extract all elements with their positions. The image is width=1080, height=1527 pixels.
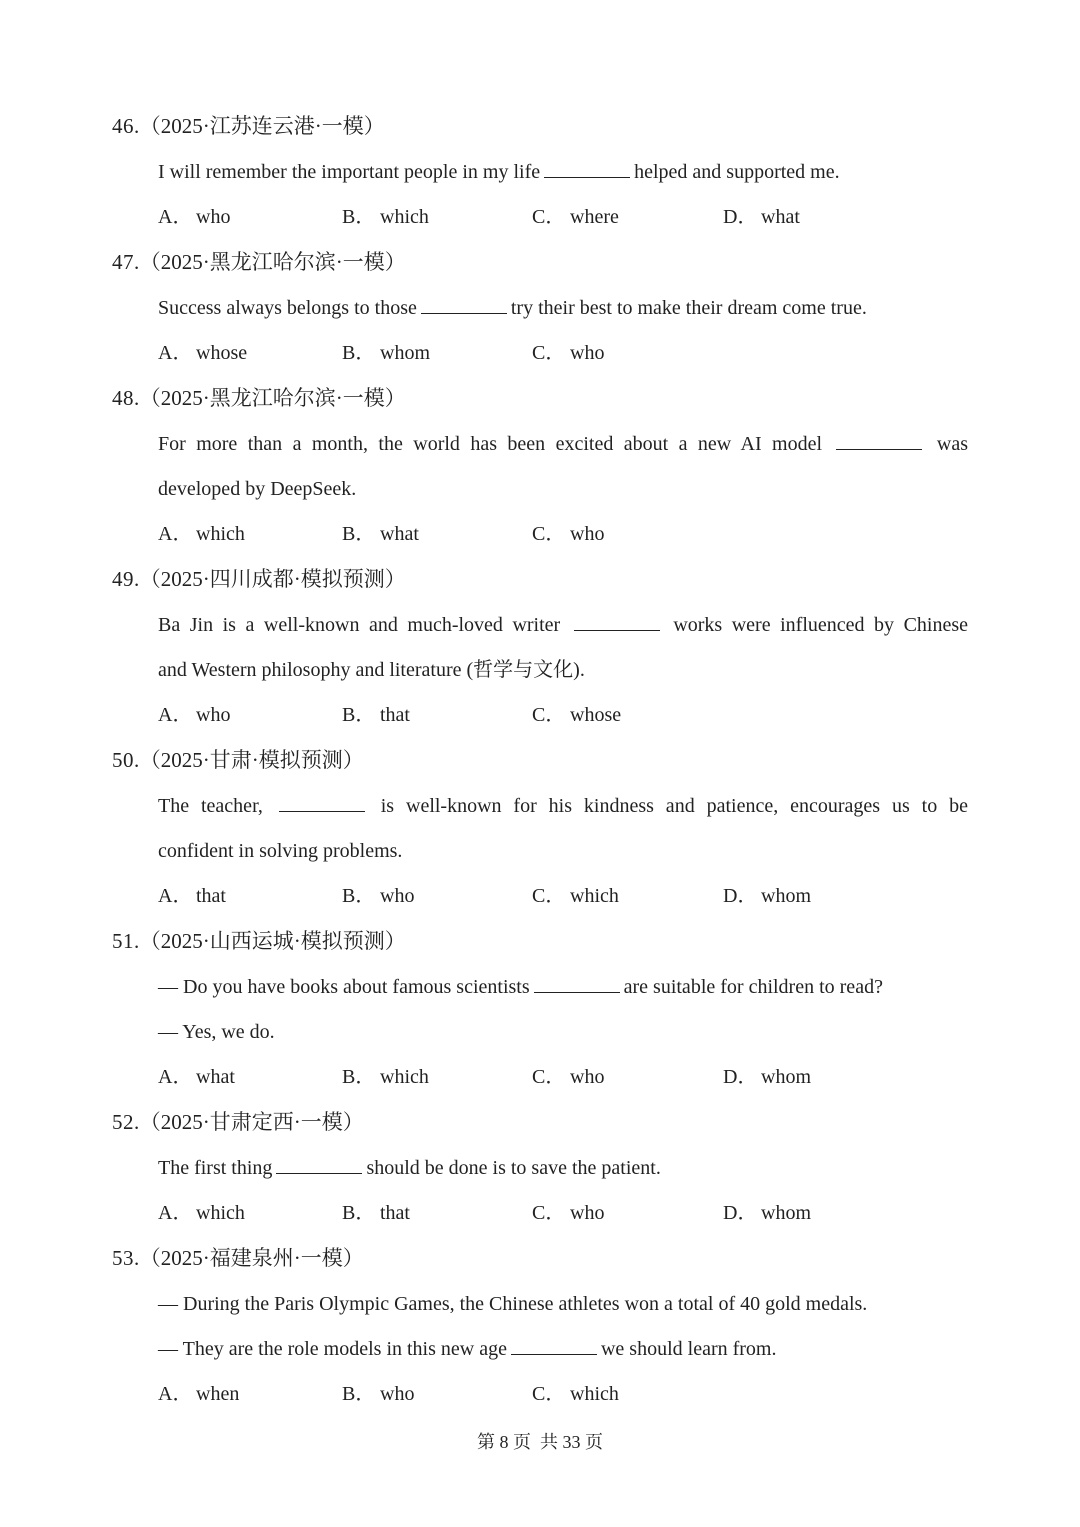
question-51-option-a: A． what bbox=[158, 1066, 235, 1088]
question-number: 47. bbox=[112, 250, 140, 274]
question-48-option-a: A． which bbox=[158, 523, 245, 545]
answer-blank bbox=[544, 159, 630, 178]
question-47-stem-line-1 bbox=[158, 295, 968, 321]
total-pages-label: 共 33 页 bbox=[540, 1432, 603, 1452]
question-number: 53. bbox=[112, 1246, 140, 1270]
stem-text-after: are suitable for children to read? bbox=[623, 976, 883, 998]
question-53-option-c: C． which bbox=[532, 1383, 619, 1405]
question-source: （2025·四川成都·模拟预测） bbox=[139, 567, 406, 591]
stem-text-after: works were influenced by Chinese bbox=[673, 614, 969, 636]
question-46-stem-line-1 bbox=[158, 159, 968, 185]
question-51-option-b: B． which bbox=[342, 1066, 429, 1088]
answer-blank bbox=[279, 793, 365, 812]
question-52-option-b: B． that bbox=[342, 1202, 410, 1224]
question-49-stem-line-2: and Western philosophy and literature (哲学与文化). bbox=[158, 659, 585, 681]
question-52-option-c: C． who bbox=[532, 1202, 605, 1224]
question-52-option-a: A． which bbox=[158, 1202, 245, 1224]
question-source: （2025·甘肃·模拟预测） bbox=[139, 748, 364, 772]
question-49-stem-line-1 bbox=[158, 612, 968, 638]
question-47-header bbox=[112, 249, 406, 275]
question-52-stem-line-1 bbox=[158, 1155, 968, 1181]
question-48-header bbox=[112, 385, 406, 411]
stem-text-before: I will remember the important people in my life bbox=[158, 161, 541, 183]
question-53-stem-line-2 bbox=[158, 1336, 968, 1362]
stem-text-after: is well-known for his kindness and patience, encourages us to be bbox=[380, 795, 969, 817]
stem-text-after: we should learn from. bbox=[600, 1338, 777, 1360]
stem-text-after: was bbox=[936, 433, 968, 455]
question-51-stem-line-2: — Yes, we do. bbox=[158, 1021, 275, 1043]
question-49-option-a: A． who bbox=[158, 704, 231, 726]
question-50-stem-line-1 bbox=[158, 793, 968, 819]
question-number: 46. bbox=[112, 114, 140, 138]
question-46-option-b: B． which bbox=[342, 206, 429, 228]
stem-text-before: — Do you have books about famous scientists bbox=[158, 976, 530, 998]
question-52-option-d: D． whom bbox=[723, 1202, 811, 1224]
question-50-option-d: D． whom bbox=[723, 885, 811, 907]
question-46-option-c: C． where bbox=[532, 206, 619, 228]
answer-blank bbox=[511, 1336, 597, 1355]
question-source: （2025·甘肃定西·一模） bbox=[139, 1110, 364, 1134]
page-number-label: 第 8 页 bbox=[477, 1432, 531, 1452]
question-47-option-c: C． who bbox=[532, 342, 605, 364]
answer-blank bbox=[534, 974, 620, 993]
question-50-option-c: C． which bbox=[532, 885, 619, 907]
question-49-header bbox=[112, 566, 406, 592]
question-47-option-a: A． whose bbox=[158, 342, 248, 364]
stem-text-before: The first thing bbox=[158, 1157, 273, 1179]
answer-blank bbox=[421, 295, 507, 314]
question-48-option-c: C． who bbox=[532, 523, 605, 545]
stem-text-before: Ba Jin is a well-known and much-loved writer bbox=[158, 614, 561, 636]
question-number: 50. bbox=[112, 748, 140, 772]
stem-text-before: The teacher, bbox=[158, 795, 263, 817]
question-source: （2025·江苏连云港·一模） bbox=[139, 114, 385, 138]
question-49-option-b: B． that bbox=[342, 704, 410, 726]
question-51-stem-line-1 bbox=[158, 974, 968, 1000]
question-source: （2025·山西运城·模拟预测） bbox=[139, 929, 406, 953]
stem-text-before: For more than a month, the world has been excited about a new AI model bbox=[158, 433, 823, 455]
question-53-stem-line-1: — During the Paris Olympic Games, the Chinese athletes won a total of 40 gold medals. bbox=[158, 1293, 868, 1315]
question-47-option-b: B． whom bbox=[342, 342, 430, 364]
question-48-stem-line-2: developed by DeepSeek. bbox=[158, 478, 357, 500]
stem-text-before: — They are the role models in this new age bbox=[158, 1338, 507, 1360]
page-footer bbox=[0, 1430, 1080, 1454]
question-50-option-a: A． that bbox=[158, 885, 226, 907]
answer-blank bbox=[276, 1155, 362, 1174]
stem-text-after: should be done is to save the patient. bbox=[366, 1157, 661, 1179]
question-source: （2025·黑龙江哈尔滨·一模） bbox=[139, 250, 406, 274]
question-46-option-a: A． who bbox=[158, 206, 231, 228]
stem-text-after: helped and supported me. bbox=[634, 161, 840, 183]
question-source: （2025·福建泉州·一模） bbox=[139, 1246, 364, 1270]
question-49-option-c: C． whose bbox=[532, 704, 622, 726]
question-53-header bbox=[112, 1245, 364, 1271]
question-52-header bbox=[112, 1109, 364, 1135]
question-53-option-b: B． who bbox=[342, 1383, 415, 1405]
answer-blank bbox=[574, 612, 660, 631]
question-number: 48. bbox=[112, 386, 140, 410]
stem-text-before: Success always belongs to those bbox=[158, 297, 417, 319]
question-50-header bbox=[112, 747, 364, 773]
answer-blank bbox=[836, 431, 922, 450]
question-50-stem-line-2: confident in solving problems. bbox=[158, 840, 403, 862]
question-51-option-d: D． whom bbox=[723, 1066, 811, 1088]
question-46-header bbox=[112, 113, 385, 139]
question-number: 51. bbox=[112, 929, 140, 953]
stem-text-after: try their best to make their dream come true. bbox=[510, 297, 867, 319]
question-51-option-c: C． who bbox=[532, 1066, 605, 1088]
question-53-option-a: A． when bbox=[158, 1383, 240, 1405]
question-51-header bbox=[112, 928, 406, 954]
question-48-option-b: B． what bbox=[342, 523, 419, 545]
question-number: 52. bbox=[112, 1110, 140, 1134]
question-46-option-d: D． what bbox=[723, 206, 800, 228]
question-source: （2025·黑龙江哈尔滨·一模） bbox=[139, 386, 406, 410]
question-50-option-b: B． who bbox=[342, 885, 415, 907]
question-number: 49. bbox=[112, 567, 140, 591]
question-48-stem-line-1 bbox=[158, 431, 968, 457]
